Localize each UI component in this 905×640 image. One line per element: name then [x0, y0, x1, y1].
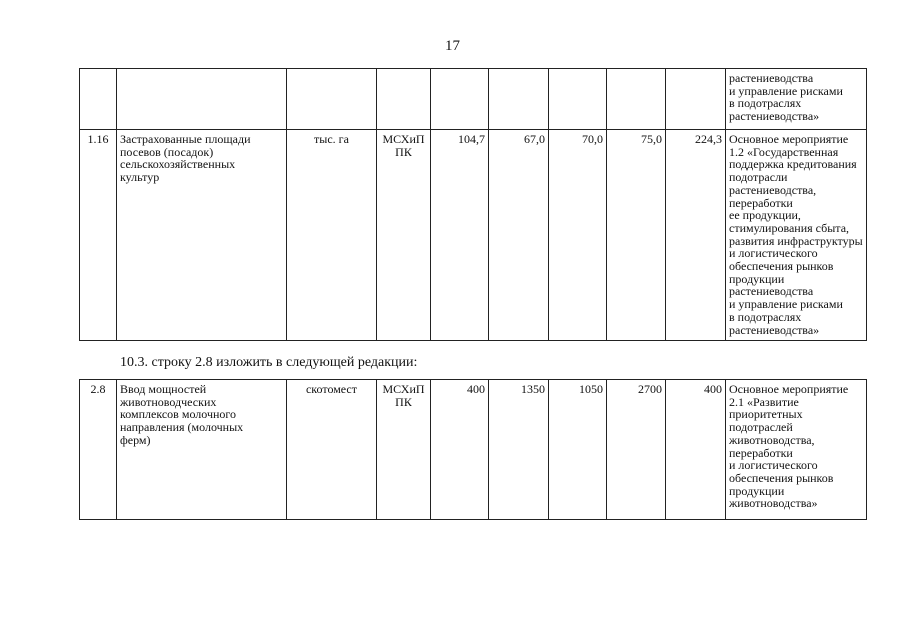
cell-value: 2700 — [607, 380, 666, 520]
event-line: обеспечения рынков — [729, 259, 834, 274]
event-line: и логистического — [729, 246, 818, 261]
cell-value: 70,0 — [549, 130, 607, 341]
event-line: переработки — [729, 195, 793, 210]
event-line: растениеводства — [729, 71, 814, 85]
event-line: продукции — [729, 483, 785, 498]
cell-unit: тыс. га — [287, 130, 377, 341]
event-line: и управление рисками — [729, 83, 843, 98]
cell-event — [726, 380, 867, 520]
cell-value: 67,0 — [489, 130, 549, 341]
table-row-continuation — [80, 69, 867, 130]
cell-value — [666, 69, 726, 130]
cell-value: 104,7 — [431, 130, 489, 341]
cell-event — [726, 130, 867, 341]
executor-line: МСХиП — [382, 382, 425, 396]
indicator-line: комплексов молочного — [120, 407, 237, 422]
indicator-line: Застрахованные площади — [120, 132, 251, 146]
event-line: развития инфраструктуры — [729, 233, 863, 248]
cell-executor — [377, 380, 431, 520]
cell-executor — [377, 130, 431, 341]
indicator-line: культур — [120, 170, 160, 185]
event-line: стимулирования сбыта, — [729, 220, 850, 235]
indicators-table-row-2-8 — [79, 379, 867, 520]
cell-value: 1350 — [489, 380, 549, 520]
cell-value: 400 — [431, 380, 489, 520]
cell-number: 2.8 — [80, 380, 117, 520]
event-line: растениеводства» — [729, 322, 820, 337]
event-line: 1.2 «Государственная — [729, 144, 839, 159]
event-line: растениеводства, — [729, 182, 817, 197]
event-line: обеспечения рынков — [729, 470, 834, 485]
indicators-table-continuation — [79, 68, 867, 341]
executor-line: ПК — [395, 144, 412, 159]
indicator-line: ферм) — [120, 432, 151, 447]
event-line: в подотраслях — [729, 309, 802, 324]
cell-value: 224,3 — [666, 130, 726, 341]
cell-unit — [287, 69, 377, 130]
event-line: и логистического — [729, 458, 818, 473]
cell-value: 1050 — [549, 380, 607, 520]
cell-indicator — [117, 130, 287, 341]
table-row-2-8 — [80, 380, 867, 520]
event-line: продукции — [729, 271, 785, 286]
event-line: Основное мероприятие — [729, 382, 849, 396]
indicator-line: животноводческих — [120, 394, 217, 409]
cell-value — [607, 69, 666, 130]
table-row-1-16 — [80, 130, 867, 341]
cell-indicator — [117, 69, 287, 130]
cell-value: 75,0 — [607, 130, 666, 341]
event-line: поддержка кредитования — [729, 157, 857, 172]
section-heading: 10.3. строку 2.8 изложить в следующей редакции: — [120, 355, 418, 370]
cell-number — [80, 69, 117, 130]
event-line: животноводства» — [729, 496, 818, 511]
cell-value — [549, 69, 607, 130]
cell-value: 400 — [666, 380, 726, 520]
cell-value — [489, 69, 549, 130]
cell-number: 1.16 — [80, 130, 117, 341]
event-line: растениеводства — [729, 284, 814, 299]
event-line: животноводства, — [729, 432, 815, 447]
event-line: растениеводства» — [729, 109, 820, 124]
executor-line: ПК — [395, 394, 412, 409]
page-number: 17 — [445, 38, 460, 54]
event-line: подотраслей — [729, 420, 793, 435]
event-line: приоритетных — [729, 407, 803, 422]
cell-executor — [377, 69, 431, 130]
event-line: 2.1 «Развитие — [729, 394, 799, 409]
executor-line: МСХиП — [382, 132, 425, 146]
cell-value — [431, 69, 489, 130]
indicator-line: сельскохозяйственных — [120, 157, 236, 172]
cell-indicator — [117, 380, 287, 520]
indicator-line: направления (молочных — [120, 420, 244, 435]
cell-event — [726, 69, 867, 130]
indicator-line: Ввод мощностей — [120, 382, 207, 396]
event-line: переработки — [729, 445, 793, 460]
event-line: Основное мероприятие — [729, 132, 849, 146]
event-line: ее продукции, — [729, 208, 801, 223]
indicator-line: посевов (посадок) — [120, 144, 214, 159]
event-line: в подотраслях — [729, 96, 802, 111]
event-line: подотрасли — [729, 170, 788, 185]
event-line: и управление рисками — [729, 297, 843, 312]
cell-unit: скотомест — [287, 380, 377, 520]
